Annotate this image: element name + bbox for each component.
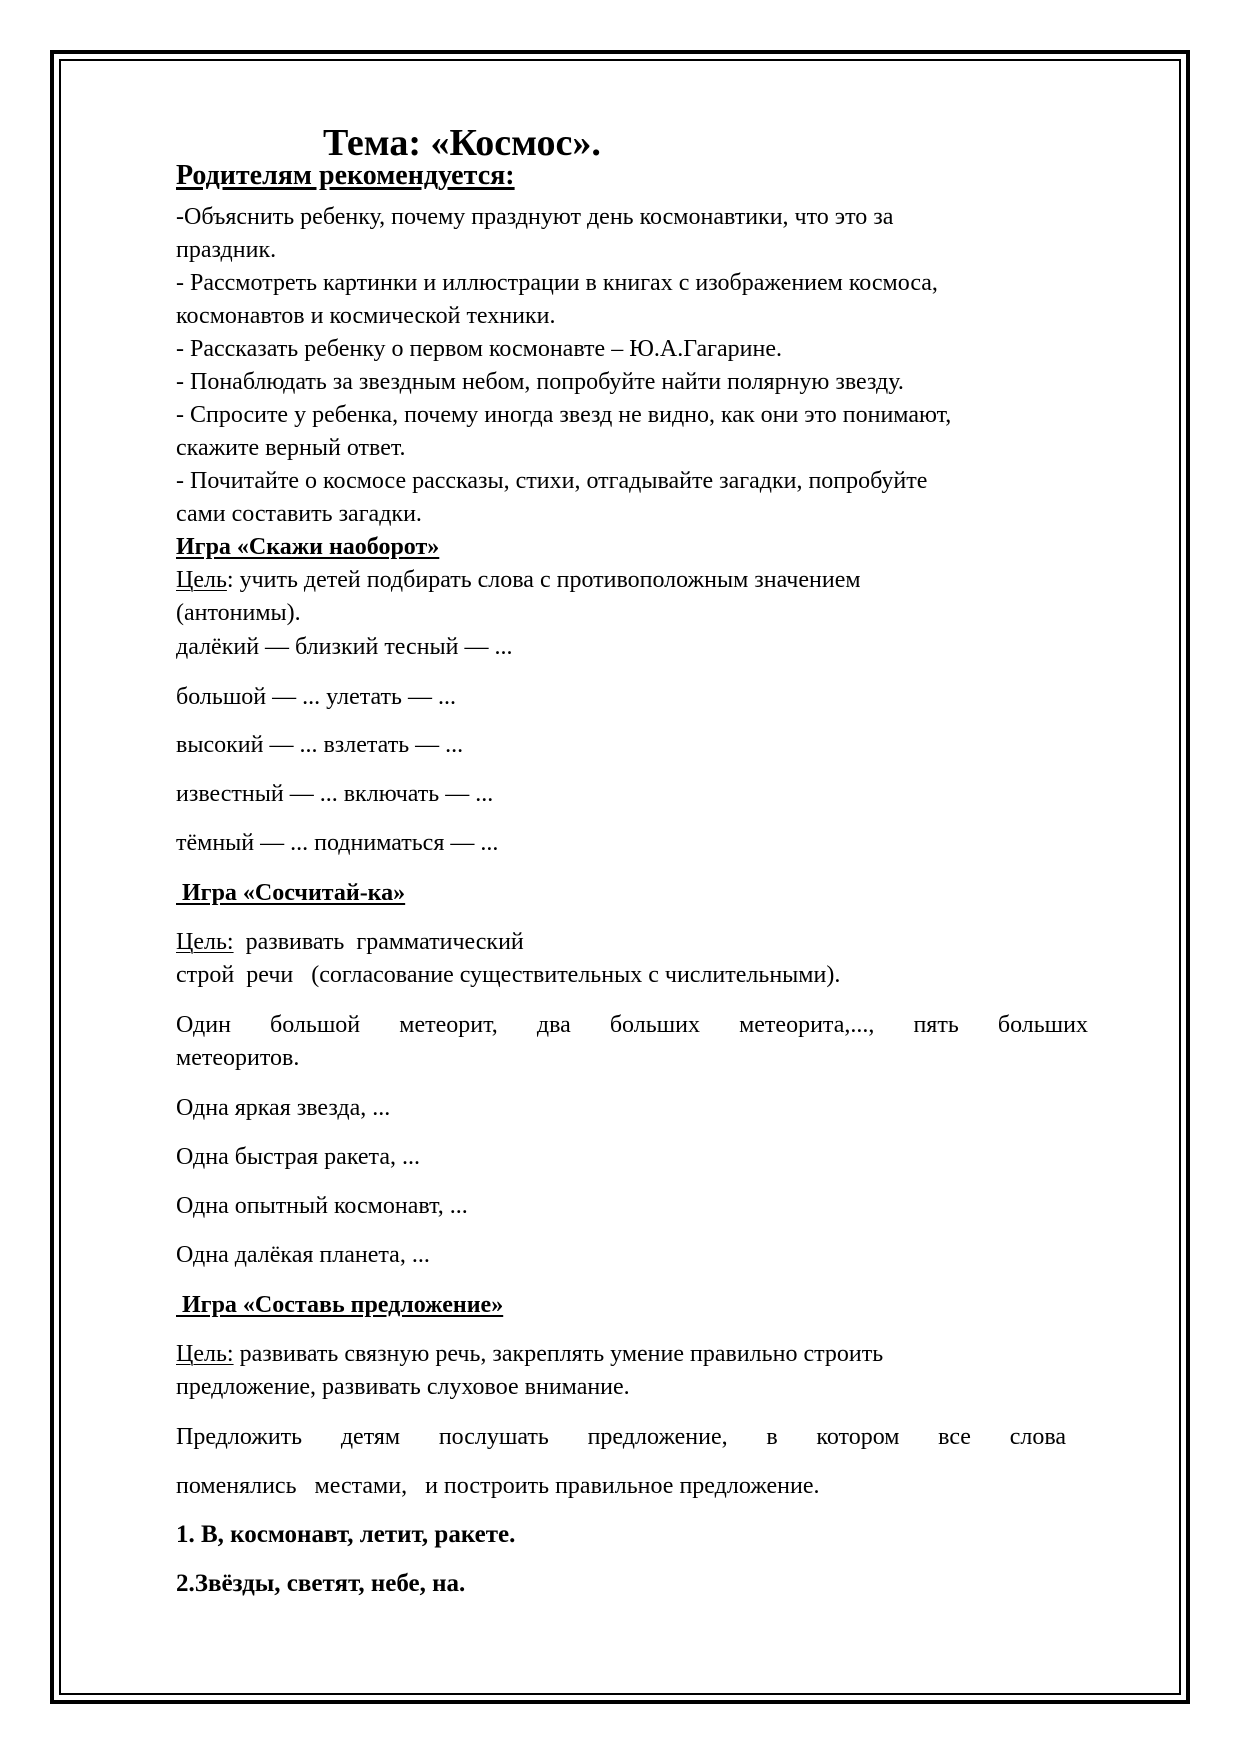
- game2-goal: [176, 927, 524, 957]
- game1-goal: [176, 565, 861, 595]
- parents-line: праздник.: [176, 237, 277, 263]
- antonym-pair: большой — ... улетать — ...: [176, 684, 456, 710]
- game1-heading: Игра «Скажи наоборот»: [176, 534, 440, 560]
- game1-goal-cont: (антонимы).: [176, 600, 301, 626]
- parents-line: скажите верный ответ.: [176, 435, 406, 461]
- goal-text: развивать грамматический: [233, 929, 524, 955]
- goal-label: Цель:: [176, 929, 234, 955]
- game3-goal-cont: предложение, развивать слуховое внимание.: [176, 1374, 630, 1400]
- game2-example-cont: метеоритов.: [176, 1045, 300, 1071]
- parents-heading: Родителям рекомендуется:: [176, 160, 515, 191]
- count-item: Одна далёкая планета, ...: [176, 1242, 430, 1268]
- game3-instruction: Предложить детям послушать предложение, в котором все слова: [176, 1424, 1066, 1450]
- game2-heading: Игра «Сосчитай-ка»: [176, 880, 406, 906]
- game2-goal-cont: строй речи (согласование существительных с числительными).: [176, 962, 841, 988]
- parents-line: космонавтов и космической техники.: [176, 303, 556, 329]
- parents-line: - Почитайте о космосе рассказы, стихи, отгадывайте загадки, попробуйте: [176, 468, 928, 494]
- parents-line: - Спросите у ребенка, почему иногда звезд не видно, как они это понимают,: [176, 402, 952, 428]
- goal-label: Цель: [176, 567, 227, 593]
- scrambled-sentence: 1. В, космонавт, летит, ракете.: [176, 1521, 516, 1548]
- goal-text: : учить детей подбирать слова с противоположным значением: [226, 567, 861, 593]
- count-item: Одна яркая звезда, ...: [176, 1095, 391, 1121]
- count-item: Одна быстрая ракета, ...: [176, 1144, 420, 1170]
- parents-line: -Объяснить ребенку, почему празднуют день космонавтики, что это за: [176, 204, 894, 230]
- game3-heading: Игра «Составь предложение»: [176, 1292, 504, 1318]
- page-title: Тема: «Космос».: [323, 122, 601, 164]
- antonym-pair: тёмный — ... подниматься — ...: [176, 830, 499, 856]
- parents-line: - Понаблюдать за звездным небом, попробуйте найти полярную звезду.: [176, 369, 904, 395]
- scrambled-sentence: 2.Звёзды, светят, небе, на.: [176, 1570, 466, 1597]
- parents-line: сами составить загадки.: [176, 501, 422, 527]
- game2-example: Один большой метеорит, два больших метеорита,..., пять больших: [176, 1012, 1088, 1038]
- goal-text: развивать связную речь, закреплять умение правильно строить: [233, 1341, 884, 1367]
- goal-label: Цель:: [176, 1341, 234, 1367]
- parents-line: - Рассмотреть картинки и иллюстрации в книгах с изображением космоса,: [176, 270, 938, 296]
- antonym-pair: далёкий — близкий тесный — ...: [176, 634, 513, 660]
- count-item: Одна опытный космонавт, ...: [176, 1193, 468, 1219]
- antonym-pair: высокий — ... взлетать — ...: [176, 732, 464, 758]
- parents-line: - Рассказать ребенку о первом космонавте – Ю.А.Гагарине.: [176, 336, 782, 362]
- game3-goal: [176, 1339, 883, 1369]
- antonym-pair: известный — ... включать — ...: [176, 781, 494, 807]
- game3-instruction-cont: поменялись местами, и построить правильное предложение.: [176, 1473, 820, 1499]
